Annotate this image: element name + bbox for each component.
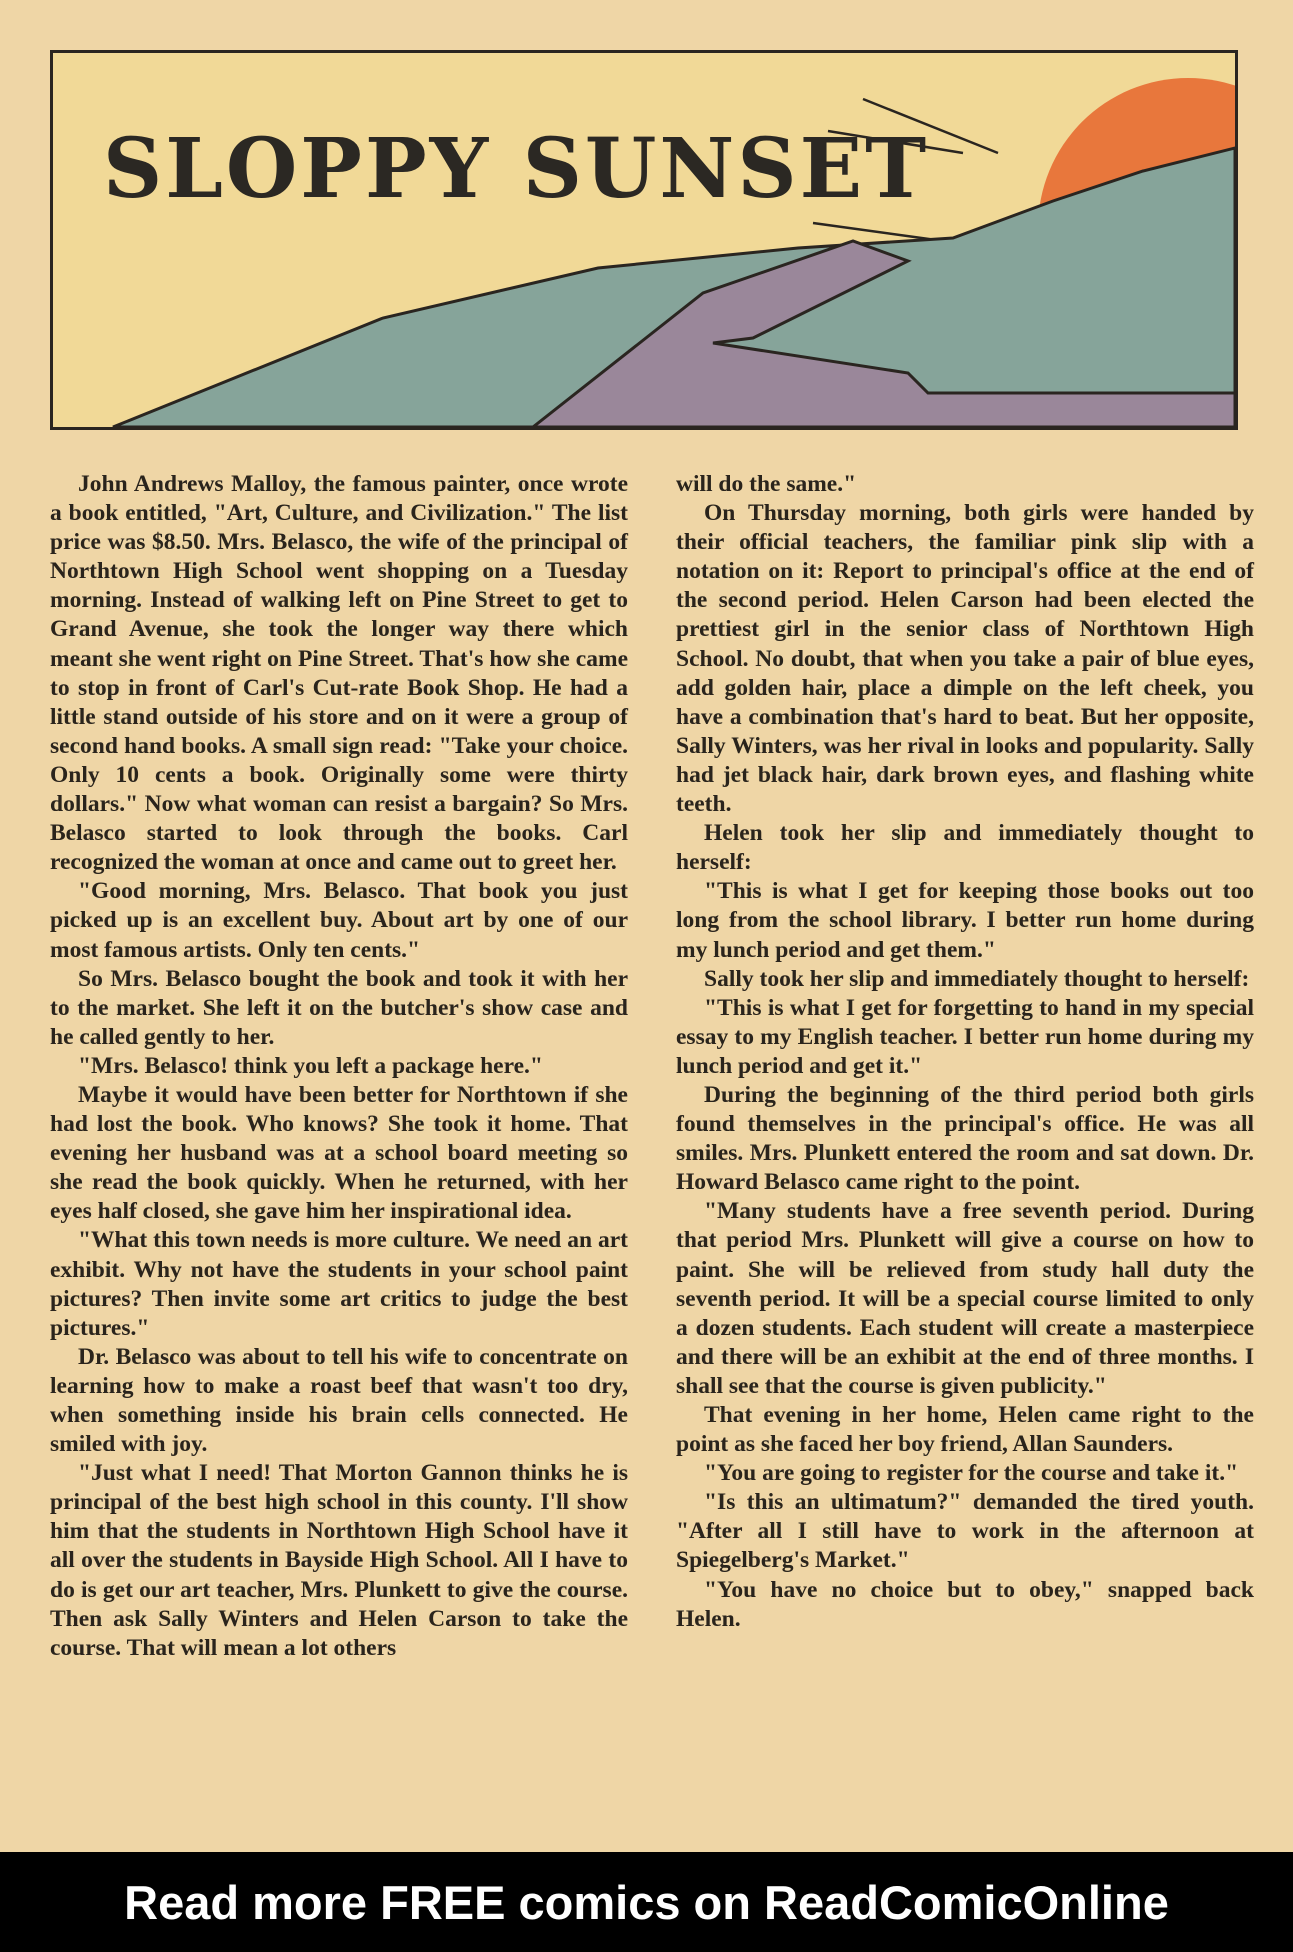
paragraph: During the beginning of the third period both girls found themselves in the principal's office. He was all smiles. Mrs. Plunkett entered the room and sat down. Dr. Howard Belasco came right to the point. — [676, 1081, 1254, 1196]
paragraph: "You are going to register for the course and take it." — [704, 1460, 1239, 1487]
paragraph: Dr. Belasco was about to tell his wife to concentrate on learning how to make a roast beef that wasn't too dry, when something inside his brain cells connected. He smiled with joy. — [50, 1343, 628, 1458]
story-column-right — [676, 470, 1254, 1634]
paragraph: That evening in her home, Helen came right to the point as she faced her boy friend, Allan Saunders. — [676, 1402, 1254, 1458]
paragraph: "This is what I get for keeping those books out too long from the school library. I better run home during my lunch period and get them." — [676, 878, 1254, 963]
paragraph: John Andrews Malloy, the famous painter, once wrote a book entitled, "Art, Culture, and Civilization." The list price was $8.50. Mrs. Belasco, the wife of the principal of Northtown High School went shopping on a Tuesday morning. Instead of walking left on Pine Street to get to Grand Avenue, she took the longer way there which meant she went right on Pine Street. That's how she came to stop in front of Carl's Cut-rate Book Shop. He had a little stand outside of his store and on it were a group of second hand books. A small sign read: "Take your choice. Only 10 cents a book. Originally some were thirty dollars." Now what woman can resist a bargain? So Mrs. Belasco started to look through the books. Carl recognized the woman at once and came out to greet her. — [50, 471, 628, 876]
title-panel — [50, 50, 1238, 430]
sunset-illustration — [53, 53, 1235, 427]
paragraph: "Just what I need! That Morton Gannon thinks he is principal of the best high school in this county. I'll show him that the students in Northtown High School have it all over the students in Bayside High School. All I have to do is get our art teacher, Mrs. Plunkett to give the course. Then ask Sally Winters and Helen Carson to take the course. That will mean a lot others — [50, 1460, 628, 1661]
paragraph: On Thursday morning, both girls were handed by their official teachers, the familiar pink slip with a notation on it: Report to principal's office at the end of the second period. Helen Carson had been elected the prettiest girl in the senior class of Northtown High School. No doubt, that when you take a pair of blue eyes, add golden hair, place a dimple on the left cheek, you have a combination that's hard to beat. But her opposite, Sally Winters, was her rival in looks and popularity. Sally had jet black hair, dark brown eyes, and flashing white teeth. — [676, 500, 1254, 818]
paragraph-continued: will do the same." — [676, 471, 857, 497]
paragraph: "This is what I get for forgetting to hand in my special essay to my English teacher. I better run home during my lunch period and get it." — [676, 994, 1254, 1079]
paragraph: So Mrs. Belasco bought the book and took it with her to the market. She left it on the butcher's show case and he called gently to her. — [50, 965, 628, 1050]
paragraph: "You have no choice but to obey," snapped back Helen. — [676, 1576, 1254, 1632]
promo-banner[interactable] — [0, 1852, 1293, 1952]
paragraph: "Good morning, Mrs. Belasco. That book you just picked up is an excellent buy. About art by one of our most famous artists. Only ten cents." — [50, 878, 628, 963]
story-column-left — [50, 470, 628, 1663]
paragraph: Helen took her slip and immediately thought to herself: — [676, 820, 1254, 876]
paragraph: "Many students have a free seventh period. During that period Mrs. Plunkett will give a course on how to paint. She will be relieved from study hall duty the seventh period. It will be a special course limited to only a dozen students. Each student will create a masterpiece and there will be an exhibit at the end of three months. I shall see that the course is given publicity." — [676, 1198, 1254, 1399]
paragraph: "What this town needs is more culture. We need an art exhibit. Why not have the students in your school paint pictures? Then invite some art critics to judge the best pictures." — [50, 1227, 628, 1341]
paragraph: "Mrs. Belasco! think you left a package here." — [78, 1052, 543, 1079]
paragraph: Maybe it would have been better for Northtown if she had lost the book. Who knows? She took it home. That evening her husband was at a school board meeting so she read the book quickly. When he returned, with her eyes half closed, she gave him her inspirational idea. — [50, 1081, 628, 1225]
story-title: SLOPPY SUNSET — [103, 121, 930, 217]
paragraph: Sally took her slip and immediately thought to herself: — [704, 965, 1250, 992]
paragraph: "Is this an ultimatum?" demanded the tired youth. "After all I still have to work in the afternoon at Spiegelberg's Market." — [676, 1489, 1254, 1574]
promo-banner-text: Read more FREE comics on ReadComicOnline — [124, 1875, 1169, 1929]
